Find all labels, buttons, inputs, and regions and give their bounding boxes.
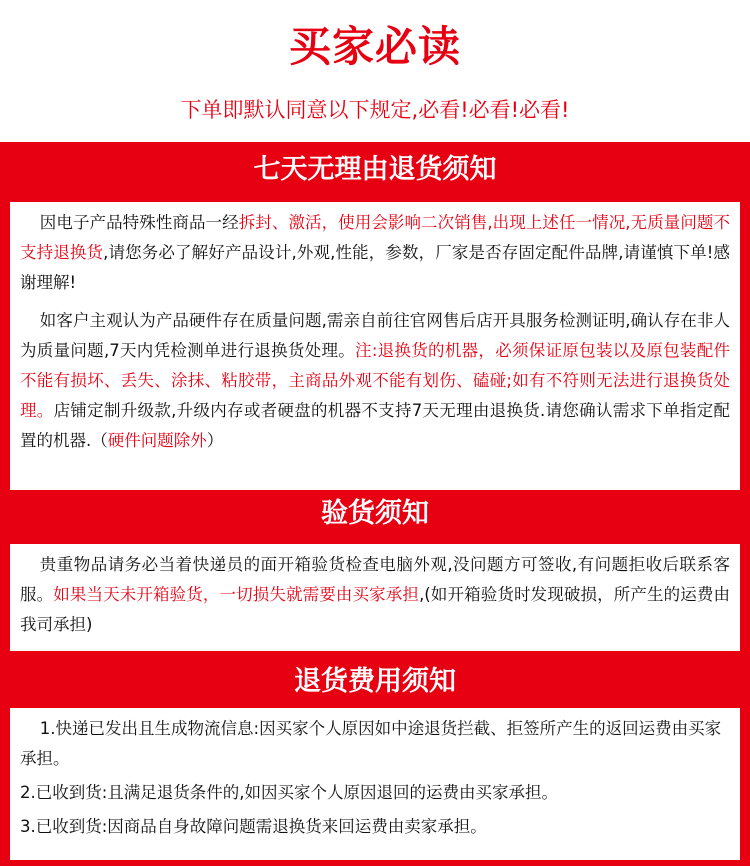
page-subtitle: 下单即默认同意以下规定,必看!必看!必看! <box>180 98 570 122</box>
return-policy-text-1a: 因电子产品特殊性商品一经 <box>39 213 239 232</box>
inspection-title: 验货须知 <box>321 498 429 529</box>
inspection-paragraph <box>20 550 730 640</box>
return-policy-paragraph-2 <box>20 306 730 456</box>
return-policy-paragraph-1 <box>20 208 730 298</box>
return-fee-item-1: 1.快递已发出且生成物流信息:因买家个人原因如中途退货拦截、拒签所产生的返回运费由买家承担。 <box>20 719 722 768</box>
page-title: 买家必读 <box>288 22 461 71</box>
inspection-box <box>10 544 740 651</box>
return-policy-text-2e: ） <box>206 431 224 450</box>
notice-panel <box>0 142 750 866</box>
return-policy-highlight-3: 硬件问题除外 <box>107 431 207 450</box>
inspection-highlight: 如果当天未开箱验货，一切损失就需要由买家承担 <box>53 585 420 604</box>
return-fee-item-3: 3.已收到货:因商品自身故障问题需退换货来回运费由卖家承担。 <box>20 817 487 836</box>
return-policy-text-2a: 如客户主观认为产品硬件存在质量问题,需亲自前往官网售后店开具服务检测证明,确认存在非人为质量问题,7天内凭检测单进行退换货处理。 <box>20 311 730 360</box>
return-policy-text-1c: ,请您务必了解好产品设计,外观,性能，参数，厂家是否存固定配件品牌,请谨慎下单!感谢理解! <box>20 243 730 292</box>
return-fee-box <box>10 708 740 860</box>
return-policy-highlight-1: 拆封、激活，使用会影响二次销售,出现上述任一情况,无质量问题不支持退换货 <box>20 213 730 262</box>
header <box>0 0 750 142</box>
return-policy-title: 七天无理由退货须知 <box>253 154 497 185</box>
return-fee-item-2: 2.已收到货:且满足退货条件的,如因买家个人原因退回的运费由买家承担。 <box>20 783 559 802</box>
inspection-text-c: ,(如开箱验货时发现破损，所产生的运费由我司承担) <box>20 585 731 634</box>
return-policy-box <box>10 202 740 490</box>
inspection-text-a: 贵重物品请务必当着快递员的面开箱验货检查电脑外观,没问题方可签收,有问题拒收后联系客服。 <box>20 555 730 604</box>
return-policy-text-2c: 店铺定制升级款,升级内存或者硬盘的机器不支持7天无理由退换货.请您确认需求下单指定配置的机器.（ <box>20 401 730 450</box>
return-policy-highlight-2: 注:退换货的机器，必须保证原包装以及原包装配件不能有损坏、丢失、涂抹、粘胶带，主商品外观不能有划伤、磕碰;如有不符则无法进行退换货处理。 <box>20 341 730 420</box>
return-fee-title: 退货费用须知 <box>294 666 456 697</box>
